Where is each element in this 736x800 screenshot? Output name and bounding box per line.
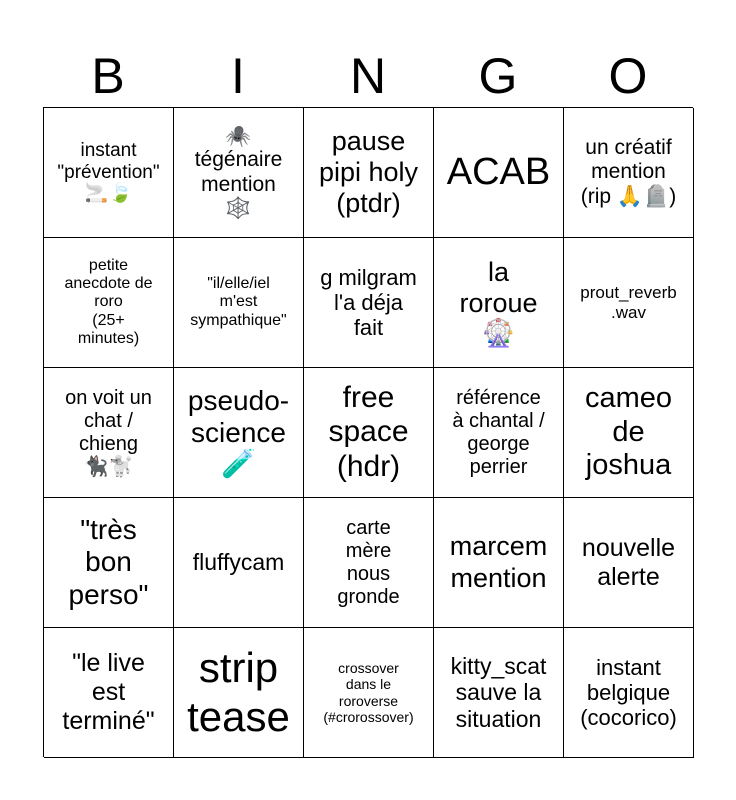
bingo-cell-text: g milgram xyxy=(320,264,417,290)
bingo-cell-text: la xyxy=(487,256,509,287)
bingo-cell[interactable] xyxy=(174,628,304,758)
bingo-cell-text: joshua xyxy=(585,449,672,482)
bingo-cell-text: référence xyxy=(456,386,541,409)
bingo-cell-text: à chantal / xyxy=(452,409,545,432)
bingo-cell-text: perso" xyxy=(68,578,149,610)
bingo-cell-text: mention xyxy=(591,160,666,184)
bingo-cell-text: est xyxy=(91,678,126,707)
bingo-cell-text: instant xyxy=(80,140,137,162)
bingo-cell[interactable] xyxy=(564,628,694,758)
bingo-cell-text: fait xyxy=(353,315,384,341)
bingo-cell-text: 🕸️ xyxy=(225,196,252,220)
bingo-cell[interactable] xyxy=(434,368,564,498)
bingo-cell-text: (ptdr) xyxy=(336,188,401,219)
bingo-cell-text: mère xyxy=(345,539,392,562)
bingo-cell-text: belgique xyxy=(586,679,671,705)
header-letter-n: N xyxy=(349,48,387,104)
bingo-cell-text: m'est xyxy=(219,293,258,311)
bingo-cell[interactable] xyxy=(304,498,434,628)
bingo-cell-text: (25+ xyxy=(92,311,125,329)
bingo-cell-text: 🐈‍⬛🐩 xyxy=(83,456,134,478)
bingo-cell[interactable] xyxy=(304,628,434,758)
bingo-cell[interactable] xyxy=(564,238,694,368)
bingo-cell[interactable] xyxy=(174,238,304,368)
bingo-cell-text: tégénaire xyxy=(194,148,283,172)
bingo-cell-text: "très xyxy=(80,514,137,546)
bingo-cell-text: 🎡 xyxy=(481,317,516,348)
bingo-cell-text: (hdr) xyxy=(336,449,401,483)
bingo-cell-text: l'a déja xyxy=(333,289,404,315)
bingo-cell-text: 🚬🍃 xyxy=(84,182,133,204)
bingo-cell-text: sympathique" xyxy=(190,311,287,329)
bingo-cell[interactable] xyxy=(304,368,434,498)
bingo-cell[interactable] xyxy=(44,238,174,368)
bingo-cell-text: chieng xyxy=(79,433,138,455)
bingo-cell-text: (rip 🙏🪦) xyxy=(580,184,677,208)
bingo-cell-text: pseudo- xyxy=(187,384,290,416)
bingo-cell-text: sauve la xyxy=(455,679,542,706)
bingo-cell[interactable] xyxy=(434,498,564,628)
bingo-cell-text: free xyxy=(342,380,395,414)
bingo-cell-text: "le live xyxy=(72,649,145,678)
header-letter-g: G xyxy=(478,48,518,104)
bingo-cell-text: 🕷️ xyxy=(225,125,252,149)
bingo-cell-text: roroue xyxy=(459,287,538,318)
bingo-cell-text: instant xyxy=(596,654,661,680)
bingo-cell-text: roroverse xyxy=(338,692,399,709)
bingo-cell-text: kitty_scat xyxy=(450,652,547,679)
bingo-cell[interactable] xyxy=(564,368,694,498)
bingo-cell-text: on voit un xyxy=(65,387,152,409)
bingo-cell-text: (cocorico) xyxy=(580,705,677,731)
bingo-cell-text: pause xyxy=(331,125,406,156)
header-letter-i: I xyxy=(231,48,245,104)
bingo-cell-text: situation xyxy=(455,705,542,732)
bingo-cell-text: nous xyxy=(346,562,391,585)
bingo-cell[interactable] xyxy=(44,108,174,238)
bingo-cell-text: minutes) xyxy=(77,330,140,348)
bingo-cell-text: chat / xyxy=(84,410,133,432)
bingo-cell-text: mention xyxy=(201,172,276,196)
bingo-cell[interactable] xyxy=(434,108,564,238)
bingo-cell-text: george xyxy=(467,432,530,455)
bingo-cell-text: mention xyxy=(450,562,547,593)
header-letter-o: O xyxy=(608,48,648,104)
bingo-cell-text: anecdote de xyxy=(64,274,153,292)
bingo-cell-text: marcem xyxy=(449,531,548,562)
bingo-cell[interactable] xyxy=(44,628,174,758)
bingo-cell-text: carte xyxy=(346,516,391,539)
bingo-cell[interactable] xyxy=(434,238,564,368)
bingo-cell-text: roro xyxy=(94,293,123,311)
bingo-cell[interactable] xyxy=(174,498,304,628)
bingo-cell-text: crossover xyxy=(338,660,399,677)
bingo-cell-text: alerte xyxy=(597,562,660,591)
bingo-cell-text: strip xyxy=(198,644,279,692)
bingo-cell-text: space xyxy=(328,415,409,449)
bingo-cell[interactable] xyxy=(304,108,434,238)
bingo-cell[interactable] xyxy=(564,108,694,238)
bingo-cell[interactable] xyxy=(304,238,434,368)
bingo-cell-text: perrier xyxy=(469,455,528,478)
bingo-cell-text: cameo xyxy=(584,382,673,415)
bingo-cell-text: "prévention" xyxy=(57,162,160,184)
bingo-cell[interactable] xyxy=(44,498,174,628)
bingo-cell-text: tease xyxy=(187,692,290,740)
bingo-cell-text: science xyxy=(191,417,286,449)
bingo-cell-text: dans le xyxy=(345,676,392,693)
bingo-cell-text: 🧪 xyxy=(221,448,256,480)
bingo-header xyxy=(43,48,693,104)
bingo-cell-text: pipi holy xyxy=(318,156,419,187)
bingo-cell-text: (#crorossover) xyxy=(323,708,414,725)
bingo-cell[interactable] xyxy=(174,368,304,498)
bingo-cell[interactable] xyxy=(564,498,694,628)
bingo-cell[interactable] xyxy=(44,368,174,498)
bingo-cell-text: terminé" xyxy=(62,706,155,735)
bingo-cell-text: fluffycam xyxy=(192,549,285,576)
bingo-cell-text: de xyxy=(612,415,645,448)
bingo-cell-text: prout_reverb xyxy=(580,282,677,302)
bingo-cell-text: "il/elle/iel xyxy=(207,274,270,292)
bingo-grid xyxy=(43,107,693,757)
bingo-cell-text: gronde xyxy=(337,585,400,608)
bingo-cell-text: bon xyxy=(85,546,132,578)
bingo-cell[interactable] xyxy=(174,108,304,238)
bingo-cell-text: un créatif xyxy=(585,136,672,160)
header-letter-b: B xyxy=(91,48,125,104)
bingo-cell-text: ACAB xyxy=(446,150,551,193)
bingo-cell[interactable] xyxy=(434,628,564,758)
bingo-cell-text: petite xyxy=(88,256,129,274)
bingo-cell-text: nouvelle xyxy=(581,533,676,562)
bingo-cell-text: .wav xyxy=(611,302,646,322)
